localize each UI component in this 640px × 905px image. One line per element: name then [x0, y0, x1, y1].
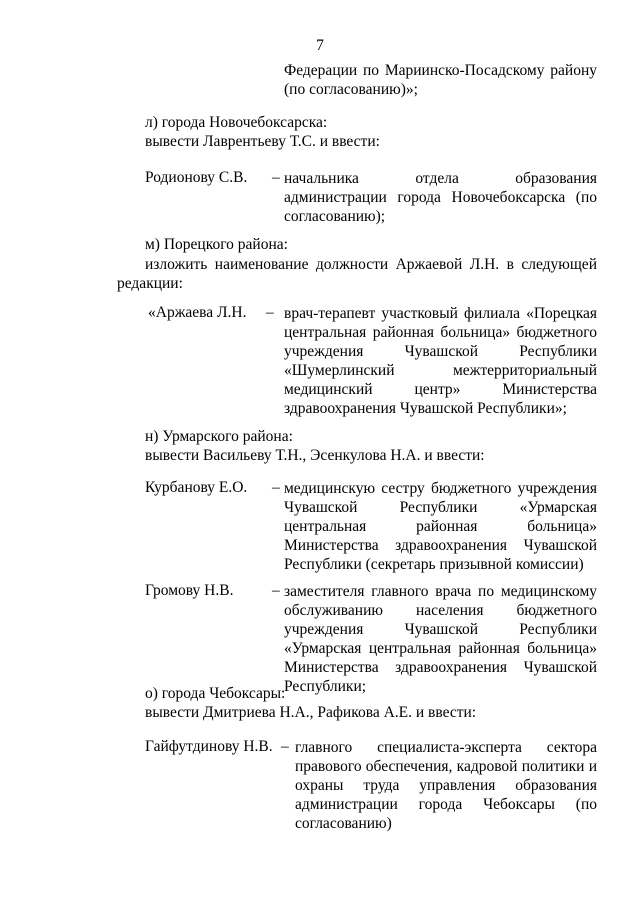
entry-gaifutdinova: [145, 738, 597, 832]
entry-description: главного специалиста-эксперта сектора правового обеспечения, кадровой политики и охраны труда управления образования администрации города Чебоксары (по согласованию): [295, 739, 597, 832]
entry-name: Громову Н.В.: [145, 582, 234, 599]
page-number: 7: [316, 37, 324, 54]
section-instruction-o: вывести Дмитриева Н.А., Рафикова А.Е. и ввести:: [145, 704, 477, 721]
section-instruction-n: вывести Васильеву Т.Н., Эсенкулова Н.А. и ввести:: [145, 447, 485, 464]
intro-continuation: Федерации по Мариинско-Посадскому району (по согласованию)»;: [284, 62, 597, 98]
section-heading-m: м) Порецкого района:: [145, 236, 288, 253]
entry-kurbanova: [145, 479, 597, 573]
entry-name: Курбанову Е.О.: [145, 479, 248, 496]
entry-dash: –: [272, 169, 280, 186]
entry-arzhaeva: [145, 304, 597, 417]
entry-rodionova: [145, 169, 597, 225]
entry-name: Гайфутдинову Н.В.: [145, 738, 273, 755]
section-heading-l: л) города Новочебоксарска:: [145, 114, 328, 131]
entry-description: медицинскую сестру бюджетного учреждения Чувашской Республики «Урмарская центральная районная больница» Министерства здравоохранения Чувашской Республики (секретарь призывной комиссии): [284, 480, 597, 573]
entry-description: заместителя главного врача по медицинскому обслуживанию населения бюджетного учреждения Чувашской Республики «Урмарская центральная районная больница» Министерства здравоохранения Чувашской Республики;: [284, 583, 597, 695]
entry-description: начальника отдела образования администрации города Новочебоксарска (по согласованию);: [284, 170, 597, 225]
section-instruction-m: изложить наименование должности Аржаевой Л.Н. в следующей редакции:: [117, 256, 597, 292]
entry-name: «Аржаева Л.Н.: [148, 304, 247, 321]
entry-dash: –: [281, 738, 289, 755]
entry-dash: –: [272, 479, 280, 496]
entry-name: Родионову С.В.: [145, 169, 248, 186]
section-heading-n: н) Урмарского района:: [145, 428, 293, 445]
entry-dash: –: [272, 582, 280, 599]
section-instruction-l: вывести Лаврентьеву Т.С. и ввести:: [145, 133, 380, 150]
entry-dash: –: [266, 304, 274, 321]
entry-description: врач-терапевт участковый филиала «Порецкая центральная районная больница» бюджетного учреждения Чувашской Республики «Шумерлинский межтерриториальный медицинский центр» Министерства здравоохранения Чувашской Республики»;: [284, 305, 597, 417]
section-heading-o: о) города Чебоксары:: [145, 685, 286, 702]
